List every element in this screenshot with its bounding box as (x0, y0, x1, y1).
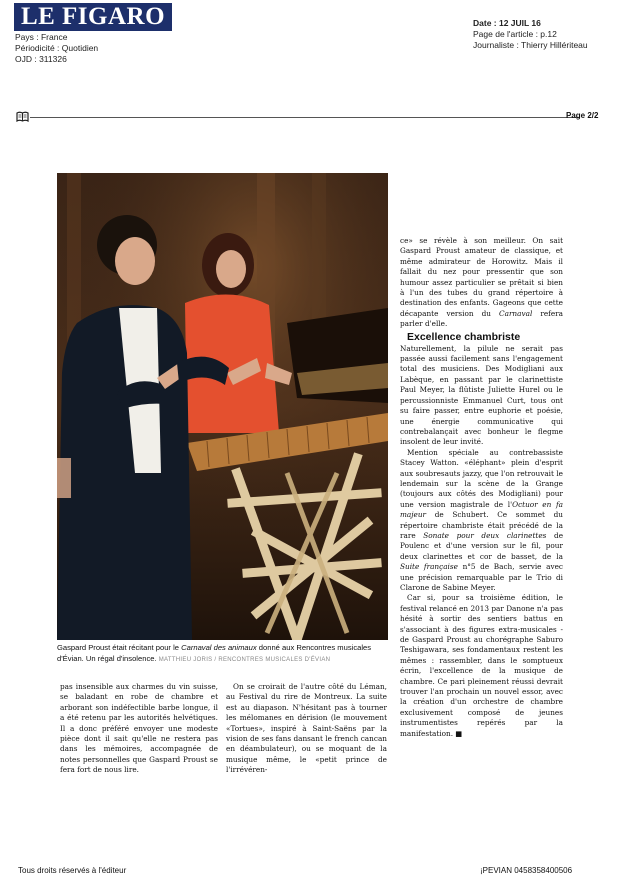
source-info (15, 32, 98, 65)
article-column-1 (60, 682, 218, 776)
rights-notice: Tous droits réservés à l'éditeur (18, 866, 127, 875)
book-icon (16, 111, 29, 122)
article-column-2 (226, 682, 387, 776)
article-column-3 (400, 236, 563, 739)
text-run: de Poulenc et d'une version sur le fil, pour deux clarinettes et cor de basset, de la (400, 530, 564, 561)
work-title: Sonate pour deux clarinettes (423, 530, 547, 540)
country-label: Pays : France (15, 32, 68, 42)
document-code (480, 866, 572, 875)
photo-caption (57, 643, 388, 665)
text-run: refera parler d'elle. (400, 308, 564, 329)
caption-title: Carnaval des animaux (181, 643, 257, 652)
concert-scene-image (57, 173, 388, 640)
paragraph (400, 236, 563, 330)
ojd-label: OJD : 311326 (15, 54, 67, 64)
journalist-label: Journaliste : Thierry Hillériteau (473, 40, 588, 50)
document-code-text: EVIAN 0458358400506 (488, 866, 573, 875)
date-label: Date : 12 JUIL 16 (473, 18, 541, 28)
paragraph: On se croirait de l'autre côté du Léman, au Festival du rire de Montreux. La suite est au diapason. N'hésitant pas à tourner les mélomanes en dérision (le mouvement «Tortues», inspiré à Saint-Saëns par la vision de ses fans dansant le french cancan en déambulateur), ou se moquant de la musique même, le «petit prince de l'irrévéren- (226, 682, 387, 775)
paragraph: pas insensible aux charmes du vin suisse, se baladant en robe de chambre et arborant son indéfectible barbe longue, il a été retenu par les autorités helvétiques. Il a donc préféré envoyer une modeste pièce dont il sait qu'elle ne restera pas dans les mémoires, accompagnée de notes personnelles que Gaspard Proust se fera fort de nous lire. (60, 682, 218, 775)
text-run: de Schubert. Ce sommet du répertoire chambriste était précédé de la rare (400, 510, 563, 540)
text-run: Mention spéciale au contrebassiste Stacey Watton. «éléphant» plein d'esprit aux soubresauts jazzy, que l'on retrouvait le lendemain sur la scène de la Grange (toujours aux côtés des Modigliani) pour une version magistrale de l' (400, 447, 563, 509)
periodicity-label: Périodicité : Quotidien (15, 43, 99, 53)
caption-text-end: donné aux Rencontres musicales d'Évian. Un régal d'insolence. (57, 643, 372, 663)
article-page-label: Page de l'article : p.12 (473, 29, 557, 39)
work-title: Suite française (400, 562, 458, 572)
work-title: Carnaval (499, 308, 533, 318)
article-info (473, 18, 588, 51)
text-run: Car si, pour sa troisième édition, le festival relancé en 2013 par Danone n'a pas hésité à sortir des sentiers battus en s'associant à des figures extra-musicales - de Gaspard Proust au chorégraphe Saburo Teshigawara, ses fondamentaux restent les mêmes : rassembler, dans le somptueux écrin, l'excellence de la musique de chambre. Ce pari pleinement réussi devrait trouver l'an prochain un nouvel essor, avec la création d'un orchestre de chambre exclusivement composé de jeunes instrumentistes repérés par la manifestation. (400, 593, 563, 738)
text-run: n°5 de Bach, servie avec une précision remarquable par le Trio di Clarone de Sabine Meyer. (400, 562, 563, 592)
text-run: ce» se révèle à son meilleur. On sait Gaspard Proust amateur de classique, et même admirateur de Horowitz. Mais il fallait du nez pour pressentir que son humour assez particulier se prêtait si bien à l'un des tubes du grand répertoire à destination des enfants. Gageons que cette décapante version du (400, 236, 563, 318)
caption-text-start: Gaspard Proust était récitant pour le (57, 643, 182, 652)
article-photo (57, 173, 388, 640)
end-mark-icon: ■ (455, 728, 463, 738)
header-divider (30, 117, 580, 118)
work-title: Octuor en fa majeur (400, 499, 563, 520)
photo-credit: MATTHIEU JORIS / RENCONTRES MUSICALES D'ÉVIAN (158, 656, 331, 663)
section-subheading: Excellence chambriste (407, 330, 521, 343)
page-number: Page 2/2 (566, 111, 599, 120)
paragraph (400, 448, 563, 594)
paragraph: Naturellement, la pilule ne serait pas passée aussi facilement sans l'engagement total des musiciens. Des Modigliani aux Labèque, en passant par le clarinettiste Paul Meyer, la flûtiste Juliette Hurel ou le percussionniste Emmanuel Curt, tous ont su faire passer, entre euphorie et poésie, une énergie communicative qui contrebalançait avec bonheur le flegme insolent de leur invité. (400, 343, 563, 447)
barcode-mark-icon: ¡P (480, 866, 488, 875)
newspaper-logo: LE FIGARO (14, 3, 172, 31)
paragraph (400, 593, 563, 739)
